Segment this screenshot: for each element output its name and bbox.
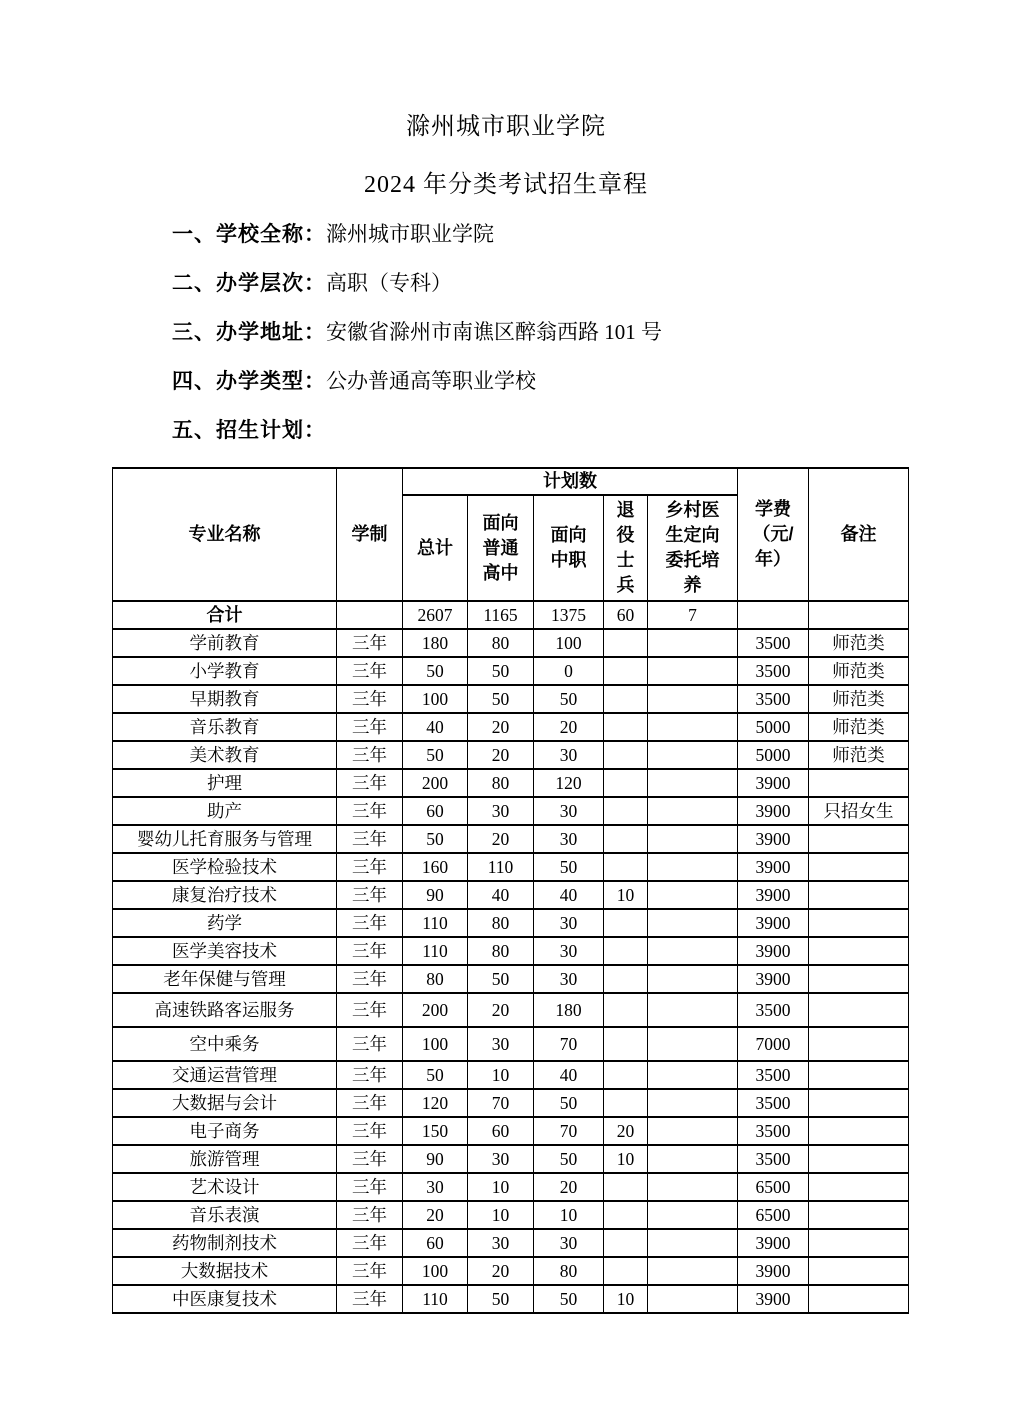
cell-veteran-soldier: 20: [604, 1117, 648, 1145]
cell-major: 交通运营管理: [113, 1061, 337, 1089]
cell-rural-doctor: [648, 937, 738, 965]
cell-total: 60: [403, 1229, 468, 1257]
cell-note: 师范类: [809, 685, 909, 713]
cell-secondary-vocational: 50: [534, 1089, 604, 1117]
cell-veteran-soldier: [604, 1201, 648, 1229]
table-row: [113, 993, 909, 1027]
table-row: [113, 741, 909, 769]
cell-total: 50: [403, 741, 468, 769]
cell-duration: 三年: [337, 1229, 403, 1257]
table-row: [113, 1061, 909, 1089]
cell-rural-doctor: [648, 769, 738, 797]
cell-note: [809, 881, 909, 909]
col-header-regular-highschool: 面向普通高中: [468, 495, 534, 601]
cell-major: 大数据技术: [113, 1257, 337, 1285]
cell-veteran-soldier: 10: [604, 881, 648, 909]
table-row: [113, 797, 909, 825]
cell-regular-highschool: 80: [468, 937, 534, 965]
table-row: [113, 1089, 909, 1117]
cell-secondary-vocational: 80: [534, 1257, 604, 1285]
cell-secondary-vocational: 180: [534, 993, 604, 1027]
cell-secondary-vocational: 0: [534, 657, 604, 685]
cell-veteran-soldier: [604, 741, 648, 769]
cell-rural-doctor: [648, 881, 738, 909]
cell-major: 早期教育: [113, 685, 337, 713]
cell-duration: 三年: [337, 629, 403, 657]
table-row: [113, 657, 909, 685]
cell-major: 药物制剂技术: [113, 1229, 337, 1257]
cell-total: 110: [403, 909, 468, 937]
cell-rural-doctor: [648, 797, 738, 825]
cell-rural-doctor: 7: [648, 601, 738, 629]
info-label-education-level: 二、办学层次：: [172, 272, 326, 295]
info-item-address: [172, 320, 1012, 345]
cell-major: 大数据与会计: [113, 1089, 337, 1117]
cell-secondary-vocational: 50: [534, 1145, 604, 1173]
cell-major: 音乐教育: [113, 713, 337, 741]
cell-secondary-vocational: 100: [534, 629, 604, 657]
cell-duration: 三年: [337, 881, 403, 909]
document-subtitle: 2024 年分类考试招生章程: [364, 172, 648, 198]
cell-secondary-vocational: 70: [534, 1117, 604, 1145]
cell-rural-doctor: [648, 1285, 738, 1313]
cell-duration: 三年: [337, 909, 403, 937]
cell-veteran-soldier: 10: [604, 1285, 648, 1313]
cell-regular-highschool: 70: [468, 1089, 534, 1117]
info-item-enrollment-plan: [172, 418, 1012, 443]
cell-note: [809, 1285, 909, 1313]
cell-veteran-soldier: [604, 629, 648, 657]
cell-duration: 三年: [337, 993, 403, 1027]
table-row: [113, 909, 909, 937]
cell-note: [809, 769, 909, 797]
cell-note: [809, 1089, 909, 1117]
cell-secondary-vocational: 120: [534, 769, 604, 797]
cell-secondary-vocational: 10: [534, 1201, 604, 1229]
cell-tuition: 3900: [738, 965, 809, 993]
cell-note: [809, 909, 909, 937]
cell-note: [809, 965, 909, 993]
cell-major: 美术教育: [113, 741, 337, 769]
col-header-note: 备注: [809, 468, 909, 601]
cell-tuition: 3500: [738, 1145, 809, 1173]
cell-duration: 三年: [337, 769, 403, 797]
cell-rural-doctor: [648, 1117, 738, 1145]
plan-table-header: [113, 468, 909, 601]
cell-veteran-soldier: [604, 769, 648, 797]
cell-total: 60: [403, 797, 468, 825]
cell-regular-highschool: 30: [468, 1027, 534, 1061]
cell-secondary-vocational: 30: [534, 1229, 604, 1257]
cell-tuition: 3500: [738, 657, 809, 685]
cell-total: 200: [403, 769, 468, 797]
cell-rural-doctor: [648, 1173, 738, 1201]
cell-veteran-soldier: [604, 937, 648, 965]
cell-regular-highschool: 20: [468, 741, 534, 769]
cell-total: 2607: [403, 601, 468, 629]
info-item-education-level: [172, 271, 1012, 296]
cell-note: [809, 1027, 909, 1061]
cell-regular-highschool: 30: [468, 1229, 534, 1257]
info-label-enrollment-plan: 五、招生计划：: [172, 419, 326, 442]
cell-rural-doctor: [648, 657, 738, 685]
cell-total: 100: [403, 1027, 468, 1061]
cell-major: 高速铁路客运服务: [113, 993, 337, 1027]
cell-secondary-vocational: 50: [534, 1285, 604, 1313]
cell-regular-highschool: 80: [468, 909, 534, 937]
cell-duration: 三年: [337, 1089, 403, 1117]
cell-total: 50: [403, 657, 468, 685]
cell-secondary-vocational: 30: [534, 965, 604, 993]
cell-regular-highschool: 50: [468, 685, 534, 713]
cell-duration: 三年: [337, 1145, 403, 1173]
cell-regular-highschool: 60: [468, 1117, 534, 1145]
cell-tuition: 3900: [738, 769, 809, 797]
col-header-secondary-vocational: 面向中职: [534, 495, 604, 601]
col-header-major: 专业名称: [113, 468, 337, 601]
col-header-veteran-soldier: 退役士兵: [604, 495, 648, 601]
cell-secondary-vocational: 30: [534, 797, 604, 825]
cell-veteran-soldier: [604, 1173, 648, 1201]
cell-rural-doctor: [648, 1257, 738, 1285]
cell-veteran-soldier: 60: [604, 601, 648, 629]
cell-rural-doctor: [648, 853, 738, 881]
cell-major: 医学美容技术: [113, 937, 337, 965]
cell-veteran-soldier: [604, 657, 648, 685]
cell-duration: 三年: [337, 1027, 403, 1061]
cell-veteran-soldier: [604, 1257, 648, 1285]
cell-duration: [337, 601, 403, 629]
cell-note: 师范类: [809, 713, 909, 741]
cell-note: [809, 1173, 909, 1201]
cell-duration: 三年: [337, 713, 403, 741]
table-row: [113, 1285, 909, 1313]
cell-total: 40: [403, 713, 468, 741]
cell-tuition: 3900: [738, 1229, 809, 1257]
cell-veteran-soldier: 10: [604, 1145, 648, 1173]
cell-duration: 三年: [337, 1061, 403, 1089]
table-row: [113, 769, 909, 797]
cell-veteran-soldier: [604, 1089, 648, 1117]
cell-duration: 三年: [337, 825, 403, 853]
cell-secondary-vocational: 70: [534, 1027, 604, 1061]
cell-regular-highschool: 1165: [468, 601, 534, 629]
cell-tuition: [738, 601, 809, 629]
col-header-total: 总计: [403, 495, 468, 601]
cell-tuition: 3500: [738, 1061, 809, 1089]
cell-secondary-vocational: 30: [534, 825, 604, 853]
cell-rural-doctor: [648, 713, 738, 741]
cell-tuition: 3900: [738, 1285, 809, 1313]
cell-major: 学前教育: [113, 629, 337, 657]
cell-regular-highschool: 30: [468, 797, 534, 825]
cell-secondary-vocational: 30: [534, 909, 604, 937]
cell-total: 150: [403, 1117, 468, 1145]
cell-major: 小学教育: [113, 657, 337, 685]
document-title: 滁州城市职业学院: [406, 114, 606, 140]
cell-tuition: 5000: [738, 741, 809, 769]
cell-total: 200: [403, 993, 468, 1027]
info-item-school-name: [172, 222, 1012, 247]
cell-veteran-soldier: [604, 825, 648, 853]
plan-table-body: [113, 601, 909, 1313]
cell-total: 110: [403, 937, 468, 965]
cell-secondary-vocational: 20: [534, 713, 604, 741]
cell-rural-doctor: [648, 1027, 738, 1061]
cell-duration: 三年: [337, 797, 403, 825]
cell-rural-doctor: [648, 629, 738, 657]
enrollment-plan-table: [112, 467, 909, 1314]
cell-rural-doctor: [648, 1229, 738, 1257]
cell-veteran-soldier: [604, 713, 648, 741]
cell-tuition: 6500: [738, 1201, 809, 1229]
cell-note: [809, 1117, 909, 1145]
cell-duration: 三年: [337, 1117, 403, 1145]
info-list: [172, 222, 1012, 443]
cell-veteran-soldier: [604, 909, 648, 937]
cell-secondary-vocational: 30: [534, 937, 604, 965]
table-row: [113, 853, 909, 881]
cell-duration: 三年: [337, 1173, 403, 1201]
cell-rural-doctor: [648, 909, 738, 937]
cell-tuition: 3900: [738, 909, 809, 937]
cell-veteran-soldier: [604, 853, 648, 881]
cell-tuition: 6500: [738, 1173, 809, 1201]
table-row: [113, 1173, 909, 1201]
cell-regular-highschool: 50: [468, 657, 534, 685]
cell-total: 100: [403, 685, 468, 713]
cell-major: 康复治疗技术: [113, 881, 337, 909]
col-header-plan-group: 计划数: [403, 468, 738, 495]
total-row: [113, 601, 909, 629]
info-label-school-type: 四、办学类型：: [172, 370, 326, 393]
table-row: [113, 685, 909, 713]
cell-rural-doctor: [648, 1201, 738, 1229]
table-row: [113, 1117, 909, 1145]
table-row: [113, 713, 909, 741]
cell-rural-doctor: [648, 685, 738, 713]
cell-secondary-vocational: 20: [534, 1173, 604, 1201]
cell-regular-highschool: 80: [468, 629, 534, 657]
cell-major: 助产: [113, 797, 337, 825]
cell-regular-highschool: 20: [468, 713, 534, 741]
cell-note: [809, 1257, 909, 1285]
cell-note: 只招女生: [809, 797, 909, 825]
cell-tuition: 3500: [738, 993, 809, 1027]
cell-tuition: 3900: [738, 1257, 809, 1285]
cell-note: [809, 1061, 909, 1089]
cell-major: 中医康复技术: [113, 1285, 337, 1313]
cell-veteran-soldier: [604, 797, 648, 825]
cell-note: [809, 993, 909, 1027]
cell-major: 音乐表演: [113, 1201, 337, 1229]
info-value-school-type: 公办普通高等职业学校: [326, 369, 536, 393]
cell-tuition: 3900: [738, 797, 809, 825]
cell-duration: 三年: [337, 937, 403, 965]
cell-total: 50: [403, 1061, 468, 1089]
info-item-school-type: [172, 369, 1012, 394]
cell-regular-highschool: 20: [468, 993, 534, 1027]
cell-regular-highschool: 10: [468, 1173, 534, 1201]
cell-major: 护理: [113, 769, 337, 797]
cell-tuition: 3500: [738, 1117, 809, 1145]
cell-tuition: 3500: [738, 1089, 809, 1117]
cell-regular-highschool: 30: [468, 1145, 534, 1173]
cell-regular-highschool: 50: [468, 965, 534, 993]
cell-total: 100: [403, 1257, 468, 1285]
cell-tuition: 3900: [738, 881, 809, 909]
cell-tuition: 5000: [738, 713, 809, 741]
cell-tuition: 3900: [738, 937, 809, 965]
cell-regular-highschool: 50: [468, 1285, 534, 1313]
cell-veteran-soldier: [604, 1061, 648, 1089]
cell-regular-highschool: 10: [468, 1201, 534, 1229]
cell-total: 90: [403, 881, 468, 909]
cell-total: 180: [403, 629, 468, 657]
cell-major: 艺术设计: [113, 1173, 337, 1201]
cell-rural-doctor: [648, 1089, 738, 1117]
col-header-rural-doctor: 乡村医生定向委托培养: [648, 495, 738, 601]
cell-note: [809, 853, 909, 881]
cell-regular-highschool: 80: [468, 769, 534, 797]
cell-veteran-soldier: [604, 1027, 648, 1061]
cell-total: 30: [403, 1173, 468, 1201]
cell-rural-doctor: [648, 1145, 738, 1173]
cell-secondary-vocational: 50: [534, 853, 604, 881]
table-row: [113, 1257, 909, 1285]
cell-duration: 三年: [337, 685, 403, 713]
cell-major: 老年保健与管理: [113, 965, 337, 993]
table-row: [113, 937, 909, 965]
cell-note: [809, 937, 909, 965]
cell-secondary-vocational: 30: [534, 741, 604, 769]
cell-total: 20: [403, 1201, 468, 1229]
cell-note: [809, 1201, 909, 1229]
cell-major: 旅游管理: [113, 1145, 337, 1173]
cell-duration: 三年: [337, 1201, 403, 1229]
cell-total: 90: [403, 1145, 468, 1173]
cell-note: [809, 1229, 909, 1257]
info-value-address: 安徽省滁州市南谯区醉翁西路 101 号: [326, 320, 662, 344]
cell-major: 药学: [113, 909, 337, 937]
cell-duration: 三年: [337, 741, 403, 769]
col-header-tuition: 学费（元/年）: [738, 468, 809, 601]
cell-regular-highschool: 110: [468, 853, 534, 881]
cell-note: [809, 1145, 909, 1173]
cell-note: 师范类: [809, 657, 909, 685]
cell-duration: 三年: [337, 1285, 403, 1313]
cell-secondary-vocational: 50: [534, 685, 604, 713]
cell-tuition: 7000: [738, 1027, 809, 1061]
cell-tuition: 3500: [738, 685, 809, 713]
table-row: [113, 629, 909, 657]
cell-total: 80: [403, 965, 468, 993]
cell-tuition: 3900: [738, 825, 809, 853]
cell-regular-highschool: 40: [468, 881, 534, 909]
cell-total: 110: [403, 1285, 468, 1313]
table-row: [113, 1145, 909, 1173]
table-row: [113, 1229, 909, 1257]
cell-tuition: 3900: [738, 853, 809, 881]
table-row: [113, 825, 909, 853]
cell-total: 120: [403, 1089, 468, 1117]
cell-major: 婴幼儿托育服务与管理: [113, 825, 337, 853]
cell-secondary-vocational: 1375: [534, 601, 604, 629]
cell-note: 师范类: [809, 629, 909, 657]
cell-major: 电子商务: [113, 1117, 337, 1145]
cell-duration: 三年: [337, 965, 403, 993]
cell-duration: 三年: [337, 853, 403, 881]
cell-veteran-soldier: [604, 993, 648, 1027]
cell-rural-doctor: [648, 1061, 738, 1089]
cell-total: 50: [403, 825, 468, 853]
table-row: [113, 1201, 909, 1229]
info-value-school-name: 滁州城市职业学院: [326, 222, 494, 246]
cell-veteran-soldier: [604, 685, 648, 713]
table-row: [113, 965, 909, 993]
cell-note: 师范类: [809, 741, 909, 769]
cell-duration: 三年: [337, 1257, 403, 1285]
cell-major: 空中乘务: [113, 1027, 337, 1061]
header-row-group: [113, 468, 909, 495]
cell-rural-doctor: [648, 825, 738, 853]
info-label-school-name: 一、学校全称：: [172, 223, 326, 246]
cell-veteran-soldier: [604, 965, 648, 993]
table-row: [113, 1027, 909, 1061]
cell-veteran-soldier: [604, 1229, 648, 1257]
cell-major: 医学检验技术: [113, 853, 337, 881]
cell-rural-doctor: [648, 993, 738, 1027]
cell-regular-highschool: 20: [468, 825, 534, 853]
cell-secondary-vocational: 40: [534, 881, 604, 909]
info-label-address: 三、办学地址：: [172, 321, 326, 344]
cell-rural-doctor: [648, 741, 738, 769]
cell-tuition: 3500: [738, 629, 809, 657]
cell-rural-doctor: [648, 965, 738, 993]
cell-note: [809, 825, 909, 853]
cell-duration: 三年: [337, 657, 403, 685]
info-value-education-level: 高职（专科）: [326, 271, 452, 295]
cell-regular-highschool: 10: [468, 1061, 534, 1089]
cell-major: 合计: [113, 601, 337, 629]
cell-secondary-vocational: 40: [534, 1061, 604, 1089]
cell-total: 160: [403, 853, 468, 881]
cell-regular-highschool: 20: [468, 1257, 534, 1285]
col-header-duration: 学制: [337, 468, 403, 601]
table-row: [113, 881, 909, 909]
cell-note: [809, 601, 909, 629]
